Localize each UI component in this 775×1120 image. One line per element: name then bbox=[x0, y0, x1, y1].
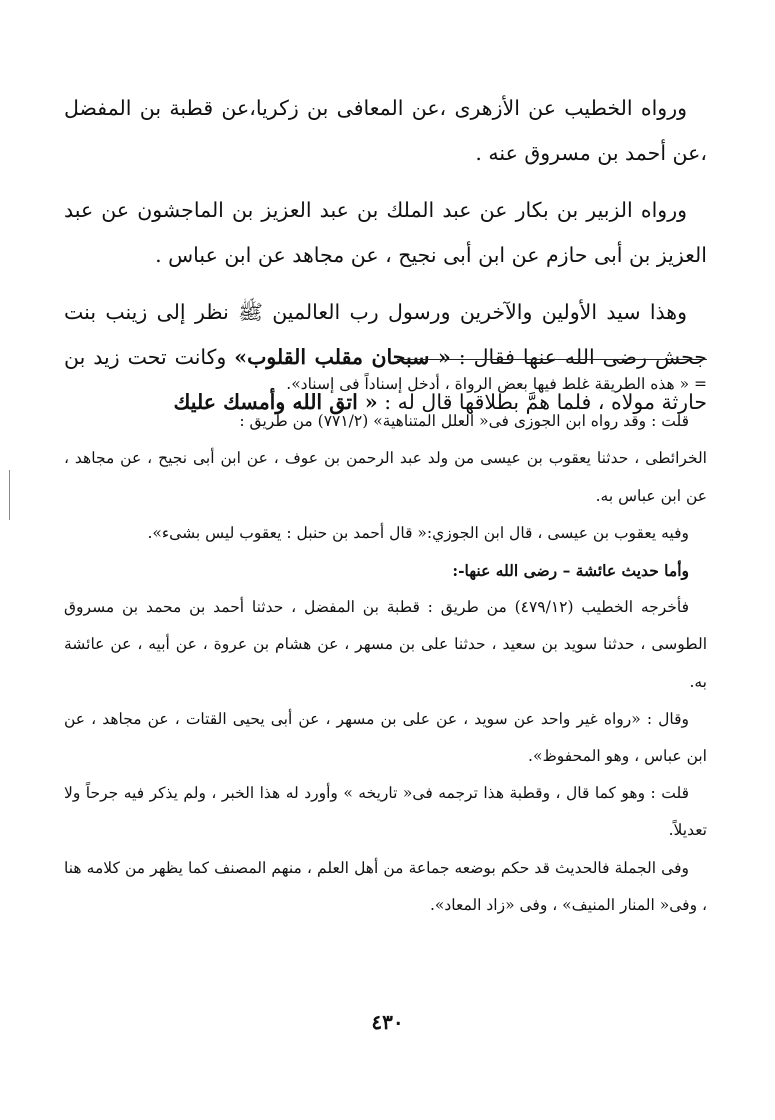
footnote-paragraph: وفى الجملة فالحديث قد حكم بوضعه جماعة من أهل العلم ، منهم المصنف كما يظهر من كلامه هنا ، وفى« المنار المنيف» ، وفى «زاد المعاد». bbox=[64, 858, 707, 914]
page-number: ٤٣٠ bbox=[371, 1010, 404, 1034]
footnote-heading: وأما حديث عائشة – رضى الله عنها-: bbox=[452, 561, 689, 581]
footnote-paragraph: فأخرجه الخطيب (٤٧٩/١٢) من طريق : قطبة بن المفضل ، حدثنا أحمد بن محمد بن مسروق الطوسى ، حدثنا سويد بن سعيد ، حدثنا على بن مسهر ، عن هشام بن عروة ، عن أبيه ، عن عائشة به. bbox=[64, 598, 707, 691]
main-bold-quote: « سبحان مقلب القلوب» bbox=[234, 345, 451, 369]
footnote-paragraph: قلت : وقد رواه ابن الجوزى فى« العلل المتناهية» (٧٧١/٢) من طريق : bbox=[239, 412, 689, 431]
footnote-divider bbox=[397, 359, 707, 360]
main-text-run: وكانت تحت زيد بن حارثة مولاه ، فلما همَّ بطلاقها قال له : bbox=[64, 345, 707, 414]
main-paragraph: ورواه الزبير بن بكار عن عبد الملك بن عبد العزيز بن الماجشون عن عبد العزيز بن أبى حازم عن ابن أبى نجيح ، عن مجاهد عن ابن عباس . bbox=[64, 198, 707, 267]
main-text-run: وهذا سيد الأولين والآخرين ورسول رب العالمين ﷺ نظر إلى زينب بنت جحش رضى الله عنها فقال : bbox=[64, 300, 707, 369]
footnote-paragraph: الخرائطى ، حدثنا يعقوب بن عيسى من ولد عبد الرحمن بن عوف ، عن ابن أبى نجيح ، عن مجاهد ، عن ابن عباس به. bbox=[64, 449, 707, 505]
footnote-paragraph: = « هذه الطريقة غلط فيها بعض الرواة ، أدخل إسناداً فى إسناد». bbox=[286, 375, 707, 393]
footnote-paragraph: قلت : وهو كما قال ، وقطبة هذا ترجمه فى« تاريخه » وأورد له هذا الخبر ، ولم يذكر فيه جرحاً ولا تعديلاً. bbox=[64, 784, 707, 840]
scan-edge-mark bbox=[9, 470, 10, 520]
footnotes-block bbox=[64, 366, 707, 924]
main-bold-quote: « اتق الله وأمسك عليك bbox=[173, 390, 378, 414]
main-paragraph: ورواه الخطيب عن الأزهرى ،عن المعافى بن زكريا،عن قطبة بن المفضل ،عن أحمد بن مسروق عنه . bbox=[64, 96, 707, 165]
footnote-paragraph: وقال : «رواه غير واحد عن سويد ، عن على بن مسهر ، عن أبى يحيى القتات ، عن مجاهد ، عن ابن عباس ، وهو المحفوظ». bbox=[64, 709, 707, 766]
footnote-paragraph: وفيه يعقوب بن عيسى ، قال ابن الجوزي:« قال أحمد بن حنبل : يعقوب ليس بشىء». bbox=[147, 523, 689, 542]
